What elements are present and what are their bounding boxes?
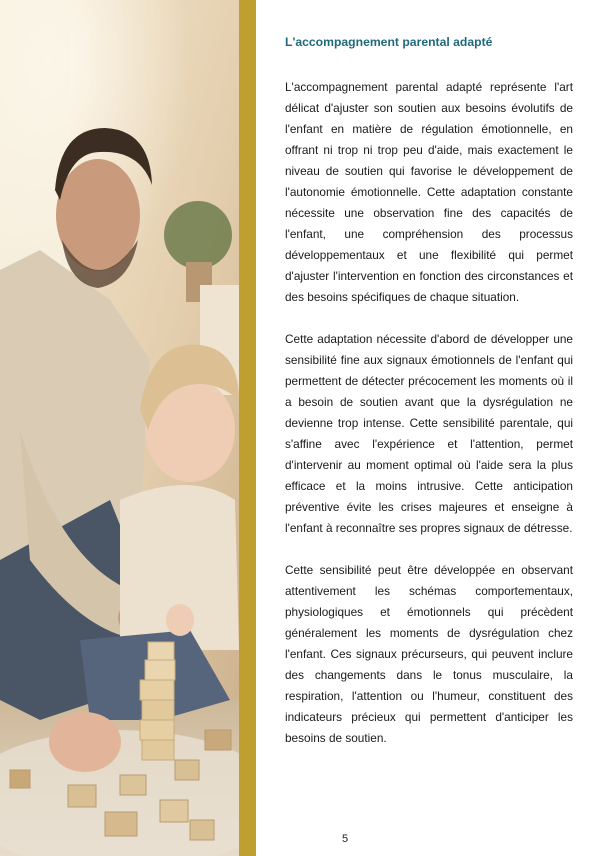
paragraph: L'accompagnement parental adapté représente l'art délicat d'ajuster son soutien aux besoins évolutifs de l'enfant en matière de régulation émotionnelle, en offrant ni trop ni trop peu d'aide, mais exactement le niveau de soutien qui favorise le développement de l'autonomie émotionnelle. Cette adaptation constante nécessite une observation fine des capacités de l'enfant, une compréhension des processus développementaux et une flexibilité qui permet d'ajuster l'intervention en fonction des circonstances et des besoins spécifiques de chaque situation.	[285, 80, 573, 304]
decorative-gold-band	[239, 0, 256, 856]
article-content	[285, 32, 573, 770]
section-heading: L'accompagnement parental adapté	[285, 35, 493, 49]
page-number: 5	[341, 833, 349, 845]
paragraph: Cette adaptation nécessite d'abord de développer une sensibilité fine aux signaux émotionnels de l'enfant qui permettent de détecter précocement les moments où il a besoin de soutien avant que la dysrégulation ne devienne trop intense. Cette sensibilité parentale, qui s'affine avec l'expérience et l'attention, permet d'intervenir au moment optimal où l'aide sera la plus efficace et la moins intrusive. Cette anticipation préventive évite les crises majeures et enseigne à l'enfant à reconnaître ses propres signaux de détresse.	[285, 332, 573, 535]
father-child-blocks-photo	[0, 0, 239, 856]
paragraph: Cette sensibilité peut être développée en observant attentivement les schémas comportementaux, physiologiques et émotionnels qui précèdent généralement les moments de dysrégulation chez l'enfant. Ces signaux précurseurs, qui peuvent inclure des changements dans le tonus musculaire, la respiration, l'attention ou l'humeur, constituent des indicateurs précieux qui permettent d'anticiper les besoins de soutien.	[285, 563, 573, 745]
